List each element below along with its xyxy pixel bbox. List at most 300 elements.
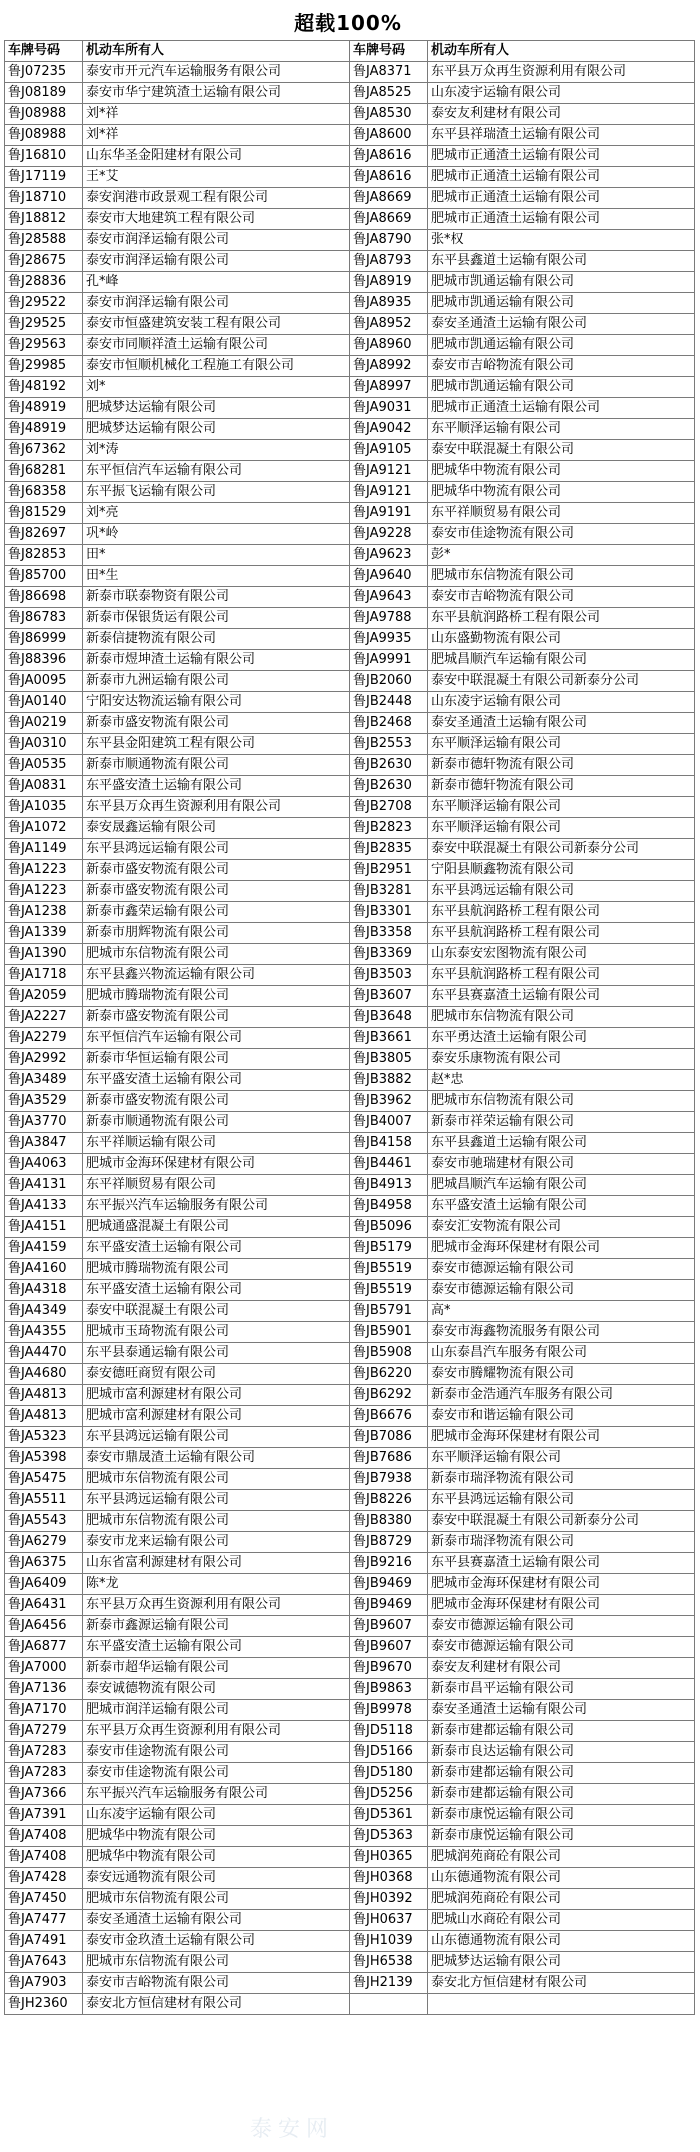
owner-name-cell: 宁阳县顺鑫物流有限公司 bbox=[428, 860, 695, 881]
table-row bbox=[5, 860, 695, 881]
owner-name-cell: 肥城市金海环保建材有限公司 bbox=[83, 1154, 350, 1175]
table-row bbox=[5, 146, 695, 167]
owner-name-cell: 泰安市德源运输有限公司 bbox=[428, 1280, 695, 1301]
owner-name-cell: 肥城市玉琦物流有限公司 bbox=[83, 1322, 350, 1343]
table-row bbox=[5, 1910, 695, 1931]
plate-number-cell: 鲁J82853 bbox=[5, 545, 83, 566]
owner-name-cell: 山东德通物流有限公司 bbox=[428, 1931, 695, 1952]
header-plate-right: 车牌号码 bbox=[350, 41, 428, 62]
owner-name-cell: 新泰市康悦运输有限公司 bbox=[428, 1826, 695, 1847]
table-row bbox=[5, 1868, 695, 1889]
plate-number-cell: 鲁JH6538 bbox=[350, 1952, 428, 1973]
plate-number-cell: 鲁JA1035 bbox=[5, 797, 83, 818]
plate-number-cell: 鲁JA2279 bbox=[5, 1028, 83, 1049]
plate-number-cell: 鲁JB6292 bbox=[350, 1385, 428, 1406]
table-row bbox=[5, 692, 695, 713]
table-row bbox=[5, 293, 695, 314]
plate-number-cell: 鲁JD5180 bbox=[350, 1763, 428, 1784]
plate-number-cell: 鲁JB5901 bbox=[350, 1322, 428, 1343]
owner-name-cell: 东平盛安渣土运输有限公司 bbox=[83, 1637, 350, 1658]
plate-number-cell: 鲁JA9228 bbox=[350, 524, 428, 545]
plate-number-cell: 鲁J28675 bbox=[5, 251, 83, 272]
owner-name-cell: 高* bbox=[428, 1301, 695, 1322]
owner-name-cell: 孔*峰 bbox=[83, 272, 350, 293]
plate-number-cell: 鲁JB3369 bbox=[350, 944, 428, 965]
owner-name-cell: 东平顺泽运输有限公司 bbox=[428, 1448, 695, 1469]
plate-number-cell: 鲁JA8793 bbox=[350, 251, 428, 272]
plate-number-cell: 鲁JB2951 bbox=[350, 860, 428, 881]
owner-name-cell: 泰安市佳途物流有限公司 bbox=[83, 1742, 350, 1763]
plate-number-cell: 鲁JB9670 bbox=[350, 1658, 428, 1679]
owner-name-cell: 东平县万众再生资源利用有限公司 bbox=[83, 1721, 350, 1742]
plate-number-cell: 鲁JA8616 bbox=[350, 167, 428, 188]
plate-number-cell: 鲁JB5519 bbox=[350, 1280, 428, 1301]
owner-name-cell: 刘*祥 bbox=[83, 125, 350, 146]
plate-number-cell: 鲁JA1223 bbox=[5, 860, 83, 881]
owner-name-cell: 泰安市佳途物流有限公司 bbox=[428, 524, 695, 545]
table-row bbox=[5, 1007, 695, 1028]
table-row bbox=[5, 1490, 695, 1511]
plate-number-cell: 鲁JA5323 bbox=[5, 1427, 83, 1448]
plate-number-cell: 鲁JB9469 bbox=[350, 1574, 428, 1595]
owner-name-cell: 新泰市德轩物流有限公司 bbox=[428, 755, 695, 776]
plate-number-cell: 鲁JA4131 bbox=[5, 1175, 83, 1196]
owner-name-cell: 东平县鸿远运输有限公司 bbox=[83, 1427, 350, 1448]
plate-number-cell: 鲁J29522 bbox=[5, 293, 83, 314]
owner-name-cell: 肥城市东信物流有限公司 bbox=[83, 1889, 350, 1910]
owner-name-cell: 新泰市盛安物流有限公司 bbox=[83, 713, 350, 734]
owner-name-cell: 东平祥顺贸易有限公司 bbox=[428, 503, 695, 524]
owner-name-cell: 肥城润苑商砼有限公司 bbox=[428, 1847, 695, 1868]
table-row bbox=[5, 1049, 695, 1070]
table-row bbox=[5, 1553, 695, 1574]
table-row bbox=[5, 167, 695, 188]
header-plate-left: 车牌号码 bbox=[5, 41, 83, 62]
overload-vehicle-table bbox=[4, 40, 695, 2015]
plate-number-cell: 鲁JB2060 bbox=[350, 671, 428, 692]
owner-name-cell: 东平县万众再生资源利用有限公司 bbox=[83, 1595, 350, 1616]
table-row bbox=[5, 1805, 695, 1826]
owner-name-cell: 肥城市润洋运输有限公司 bbox=[83, 1700, 350, 1721]
owner-name-cell: 肥城市东信物流有限公司 bbox=[83, 944, 350, 965]
table-row bbox=[5, 1994, 695, 2015]
plate-number-cell: 鲁JA4318 bbox=[5, 1280, 83, 1301]
table-row bbox=[5, 587, 695, 608]
plate-number-cell: 鲁JB9863 bbox=[350, 1679, 428, 1700]
plate-number-cell: 鲁JH0365 bbox=[350, 1847, 428, 1868]
owner-name-cell: 山东泰昌汽车服务有限公司 bbox=[428, 1343, 695, 1364]
plate-number-cell: 鲁JA4160 bbox=[5, 1259, 83, 1280]
plate-number-cell: 鲁JA7170 bbox=[5, 1700, 83, 1721]
owner-name-cell: 泰安圣通渣土运输有限公司 bbox=[83, 1910, 350, 1931]
plate-number-cell: 鲁JB2835 bbox=[350, 839, 428, 860]
owner-name-cell: 泰安汇安物流有限公司 bbox=[428, 1217, 695, 1238]
table-row bbox=[5, 986, 695, 1007]
owner-name-cell: 肥城市正通渣土运输有限公司 bbox=[428, 188, 695, 209]
plate-number-cell: 鲁JA8952 bbox=[350, 314, 428, 335]
owner-name-cell: 泰安市华宁建筑渣土运输有限公司 bbox=[83, 83, 350, 104]
table-row bbox=[5, 83, 695, 104]
plate-number-cell: 鲁JB3661 bbox=[350, 1028, 428, 1049]
owner-name-cell: 东平勇达渣土运输有限公司 bbox=[428, 1028, 695, 1049]
plate-number-cell: 鲁J48192 bbox=[5, 377, 83, 398]
plate-number-cell: 鲁JA1339 bbox=[5, 923, 83, 944]
plate-number-cell: 鲁JB2468 bbox=[350, 713, 428, 734]
plate-number-cell: 鲁JA9042 bbox=[350, 419, 428, 440]
owner-name-cell: 赵*忠 bbox=[428, 1070, 695, 1091]
plate-number-cell: 鲁JA0831 bbox=[5, 776, 83, 797]
plate-number-cell: 鲁JA3847 bbox=[5, 1133, 83, 1154]
owner-name-cell: 东平县航润路桥工程有限公司 bbox=[428, 608, 695, 629]
table-row bbox=[5, 1427, 695, 1448]
table-row bbox=[5, 608, 695, 629]
owner-name-cell: 肥城市正通渣土运输有限公司 bbox=[428, 146, 695, 167]
owner-name-cell: 东平恒信汽车运输有限公司 bbox=[83, 1028, 350, 1049]
table-row bbox=[5, 314, 695, 335]
owner-name-cell: 泰安市润泽运输有限公司 bbox=[83, 251, 350, 272]
owner-name-cell: 泰安中联混凝土有限公司新泰分公司 bbox=[428, 1511, 695, 1532]
table-row bbox=[5, 188, 695, 209]
owner-name-cell: 泰安圣通渣土运输有限公司 bbox=[428, 713, 695, 734]
plate-number-cell: 鲁JA6431 bbox=[5, 1595, 83, 1616]
owner-name-cell: 山东凌宇运输有限公司 bbox=[428, 83, 695, 104]
owner-name-cell: 新泰市联泰物资有限公司 bbox=[83, 587, 350, 608]
table-row bbox=[5, 1679, 695, 1700]
owner-name-cell: 刘*涛 bbox=[83, 440, 350, 461]
plate-number-cell: 鲁JA9788 bbox=[350, 608, 428, 629]
plate-number-cell: 鲁JA9121 bbox=[350, 482, 428, 503]
owner-name-cell: 泰安北方恒信建材有限公司 bbox=[83, 1994, 350, 2015]
table-row bbox=[5, 734, 695, 755]
plate-number-cell: 鲁JA2227 bbox=[5, 1007, 83, 1028]
plate-number-cell: 鲁JB6676 bbox=[350, 1406, 428, 1427]
plate-number-cell: 鲁JD5361 bbox=[350, 1805, 428, 1826]
owner-name-cell: 东平顺泽运输有限公司 bbox=[428, 797, 695, 818]
plate-number-cell: 鲁JB2823 bbox=[350, 818, 428, 839]
owner-name-cell: 泰安乐康物流有限公司 bbox=[428, 1049, 695, 1070]
owner-name-cell: 肥城市金海环保建材有限公司 bbox=[428, 1595, 695, 1616]
owner-name-cell: 新泰市顺通物流有限公司 bbox=[83, 755, 350, 776]
owner-name-cell: 新泰市盛安物流有限公司 bbox=[83, 1091, 350, 1112]
owner-name-cell: 肥城市腾瑞物流有限公司 bbox=[83, 986, 350, 1007]
plate-number-cell: 鲁JB2448 bbox=[350, 692, 428, 713]
owner-name-cell: 东平顺泽运输有限公司 bbox=[428, 419, 695, 440]
plate-number-cell: 鲁JA5398 bbox=[5, 1448, 83, 1469]
table-row bbox=[5, 713, 695, 734]
owner-name-cell: 东平顺泽运输有限公司 bbox=[428, 818, 695, 839]
owner-name-cell: 东平县航润路桥工程有限公司 bbox=[428, 965, 695, 986]
owner-name-cell: 泰安市大地建筑工程有限公司 bbox=[83, 209, 350, 230]
owner-name-cell: 东平盛安渣土运输有限公司 bbox=[83, 776, 350, 797]
plate-number-cell: 鲁JD5256 bbox=[350, 1784, 428, 1805]
owner-name-cell: 东平县鑫道土运输有限公司 bbox=[428, 251, 695, 272]
plate-number-cell: 鲁JA4680 bbox=[5, 1364, 83, 1385]
plate-number-cell: 鲁JD5118 bbox=[350, 1721, 428, 1742]
plate-number-cell: 鲁JB3301 bbox=[350, 902, 428, 923]
plate-number-cell: 鲁JA9991 bbox=[350, 650, 428, 671]
table-row bbox=[5, 125, 695, 146]
owner-name-cell: 东平县泰通运输有限公司 bbox=[83, 1343, 350, 1364]
plate-number-cell: 鲁JA3529 bbox=[5, 1091, 83, 1112]
owner-name-cell: 新泰市鑫源运输有限公司 bbox=[83, 1616, 350, 1637]
plate-number-cell: 鲁JA4133 bbox=[5, 1196, 83, 1217]
owner-name-cell: 泰安友利建材有限公司 bbox=[428, 104, 695, 125]
plate-number-cell: 鲁JB3358 bbox=[350, 923, 428, 944]
plate-number-cell: 鲁JB5519 bbox=[350, 1259, 428, 1280]
plate-number-cell: 鲁JA1238 bbox=[5, 902, 83, 923]
owner-name-cell: 新泰市华恒运输有限公司 bbox=[83, 1049, 350, 1070]
owner-name-cell: 泰安市润泽运输有限公司 bbox=[83, 293, 350, 314]
owner-name-cell: 肥城昌顺汽车运输有限公司 bbox=[428, 650, 695, 671]
table-row bbox=[5, 62, 695, 83]
plate-number-cell: 鲁J68281 bbox=[5, 461, 83, 482]
plate-number-cell: 鲁JA7279 bbox=[5, 1721, 83, 1742]
owner-name-cell: 新泰市顺通物流有限公司 bbox=[83, 1112, 350, 1133]
plate-number-cell: 鲁JB5096 bbox=[350, 1217, 428, 1238]
table-row bbox=[5, 377, 695, 398]
plate-number-cell: 鲁JB3648 bbox=[350, 1007, 428, 1028]
table-row bbox=[5, 1364, 695, 1385]
table-row bbox=[5, 1511, 695, 1532]
plate-number-cell: 鲁JB5908 bbox=[350, 1343, 428, 1364]
owner-name-cell: 东平县航润路桥工程有限公司 bbox=[428, 923, 695, 944]
owner-name-cell: 肥城市金海环保建材有限公司 bbox=[428, 1238, 695, 1259]
owner-name-cell: 肥城市东信物流有限公司 bbox=[83, 1511, 350, 1532]
plate-number-cell: 鲁JA0219 bbox=[5, 713, 83, 734]
owner-name-cell: 张*权 bbox=[428, 230, 695, 251]
owner-name-cell: 泰安市恒盛建筑安装工程有限公司 bbox=[83, 314, 350, 335]
plate-number-cell: 鲁J86783 bbox=[5, 608, 83, 629]
table-row bbox=[5, 1700, 695, 1721]
owner-name-cell: 东平恒信汽车运输有限公司 bbox=[83, 461, 350, 482]
table-row bbox=[5, 1721, 695, 1742]
table-row bbox=[5, 1742, 695, 1763]
owner-name-cell: 肥城市富利源建材有限公司 bbox=[83, 1406, 350, 1427]
owner-name-cell: 泰安诚德物流有限公司 bbox=[83, 1679, 350, 1700]
plate-number-cell: 鲁J81529 bbox=[5, 503, 83, 524]
table-row bbox=[5, 1532, 695, 1553]
owner-name-cell: 肥城华中物流有限公司 bbox=[83, 1826, 350, 1847]
plate-number-cell: 鲁JB3281 bbox=[350, 881, 428, 902]
owner-name-cell: 东平县鸿远运输有限公司 bbox=[83, 839, 350, 860]
header-owner-right: 机动车所有人 bbox=[428, 41, 695, 62]
owner-name-cell: 新泰市保银货运有限公司 bbox=[83, 608, 350, 629]
table-row bbox=[5, 1028, 695, 1049]
table-row bbox=[5, 545, 695, 566]
plate-number-cell: 鲁JA7643 bbox=[5, 1952, 83, 1973]
owner-name-cell: 陈*龙 bbox=[83, 1574, 350, 1595]
table-row bbox=[5, 1574, 695, 1595]
plate-number-cell: 鲁J29985 bbox=[5, 356, 83, 377]
owner-name-cell: 肥城市凯通运输有限公司 bbox=[428, 293, 695, 314]
owner-name-cell: 东平县赛嘉渣土运输有限公司 bbox=[428, 1553, 695, 1574]
table-row bbox=[5, 1595, 695, 1616]
plate-number-cell: 鲁JA9935 bbox=[350, 629, 428, 650]
plate-number-cell: 鲁JB2630 bbox=[350, 776, 428, 797]
owner-name-cell: 泰安中联混凝土有限公司新泰分公司 bbox=[428, 839, 695, 860]
owner-name-cell: 泰安中联混凝土有限公司新泰分公司 bbox=[428, 671, 695, 692]
table-row bbox=[5, 1343, 695, 1364]
plate-number-cell: 鲁JB2553 bbox=[350, 734, 428, 755]
plate-number-cell: 鲁J18710 bbox=[5, 188, 83, 209]
plate-number-cell: 鲁JB6220 bbox=[350, 1364, 428, 1385]
owner-name-cell: 山东凌宇运输有限公司 bbox=[83, 1805, 350, 1826]
table-row bbox=[5, 944, 695, 965]
owner-name-cell: 王*艾 bbox=[83, 167, 350, 188]
owner-name-cell: 东平祥顺贸易有限公司 bbox=[83, 1175, 350, 1196]
owner-name-cell: 泰安市吉峪物流有限公司 bbox=[83, 1973, 350, 1994]
plate-number-cell: 鲁JB9469 bbox=[350, 1595, 428, 1616]
table-row bbox=[5, 335, 695, 356]
plate-number-cell: 鲁JA4063 bbox=[5, 1154, 83, 1175]
owner-name-cell: 泰安市鼎晟渣土运输有限公司 bbox=[83, 1448, 350, 1469]
plate-number-cell: 鲁JB3607 bbox=[350, 986, 428, 1007]
table-row bbox=[5, 1406, 695, 1427]
table-row bbox=[5, 671, 695, 692]
plate-number-cell: 鲁JD5363 bbox=[350, 1826, 428, 1847]
owner-name-cell: 新泰信捷物流有限公司 bbox=[83, 629, 350, 650]
plate-number-cell: 鲁JA8997 bbox=[350, 377, 428, 398]
table-row bbox=[5, 1658, 695, 1679]
plate-number-cell: 鲁JA3489 bbox=[5, 1070, 83, 1091]
owner-name-cell: 东平县万众再生资源利用有限公司 bbox=[83, 797, 350, 818]
owner-name-cell: 肥城梦达运输有限公司 bbox=[83, 419, 350, 440]
owner-name-cell: 肥城润苑商砼有限公司 bbox=[428, 1889, 695, 1910]
table-row bbox=[5, 1238, 695, 1259]
owner-name-cell: 山东省富利源建材有限公司 bbox=[83, 1553, 350, 1574]
plate-number-cell: 鲁JA2059 bbox=[5, 986, 83, 1007]
plate-number-cell: 鲁JA1072 bbox=[5, 818, 83, 839]
table-row bbox=[5, 1469, 695, 1490]
table-row bbox=[5, 272, 695, 293]
plate-number-cell: 鲁J29563 bbox=[5, 335, 83, 356]
plate-number-cell: 鲁JA0310 bbox=[5, 734, 83, 755]
table-row bbox=[5, 503, 695, 524]
owner-name-cell: 东平县航润路桥工程有限公司 bbox=[428, 902, 695, 923]
owner-name-cell: 泰安市开元汽车运输服务有限公司 bbox=[83, 62, 350, 83]
plate-number-cell: 鲁JB2708 bbox=[350, 797, 428, 818]
owner-name-cell: 泰安市润泽运输有限公司 bbox=[83, 230, 350, 251]
owner-name-cell: 泰安德旺商贸有限公司 bbox=[83, 1364, 350, 1385]
owner-name-cell: 泰安中联混凝土有限公司 bbox=[428, 440, 695, 461]
table-row bbox=[5, 881, 695, 902]
plate-number-cell: 鲁JB8380 bbox=[350, 1511, 428, 1532]
owner-name-cell: 肥城梦达运输有限公司 bbox=[83, 398, 350, 419]
table-row bbox=[5, 1637, 695, 1658]
plate-number-cell: 鲁JA8616 bbox=[350, 146, 428, 167]
plate-number-cell: 鲁JB9607 bbox=[350, 1616, 428, 1637]
plate-number-cell: 鲁JB3503 bbox=[350, 965, 428, 986]
table-row bbox=[5, 839, 695, 860]
plate-number-cell: 鲁JA9105 bbox=[350, 440, 428, 461]
plate-number-cell: 鲁JA8960 bbox=[350, 335, 428, 356]
owner-name-cell: 泰安市德源运输有限公司 bbox=[428, 1637, 695, 1658]
plate-number-cell: 鲁J88396 bbox=[5, 650, 83, 671]
plate-number-cell: 鲁JB3882 bbox=[350, 1070, 428, 1091]
plate-number-cell: 鲁JA3770 bbox=[5, 1112, 83, 1133]
plate-number-cell: 鲁JA4159 bbox=[5, 1238, 83, 1259]
plate-number-cell: 鲁J67362 bbox=[5, 440, 83, 461]
plate-number-cell: 鲁JB9216 bbox=[350, 1553, 428, 1574]
owner-name-cell: 肥城华中物流有限公司 bbox=[428, 461, 695, 482]
owner-name-cell: 泰安市佳途物流有限公司 bbox=[83, 1763, 350, 1784]
owner-name-cell: 东平县赛嘉渣土运输有限公司 bbox=[428, 986, 695, 1007]
plate-number-cell: 鲁JB9978 bbox=[350, 1700, 428, 1721]
table-row bbox=[5, 230, 695, 251]
owner-name-cell: 山东泰安宏图物流有限公司 bbox=[428, 944, 695, 965]
owner-name-cell: 肥城市东信物流有限公司 bbox=[83, 1469, 350, 1490]
watermark-logo: 泰安网 bbox=[250, 2117, 335, 2142]
owner-name-cell: 肥城市凯通运输有限公司 bbox=[428, 377, 695, 398]
owner-name-cell: 泰安市德源运输有限公司 bbox=[428, 1616, 695, 1637]
owner-name-cell: 东平盛安渣土运输有限公司 bbox=[428, 1196, 695, 1217]
plate-number-cell: 鲁JA9121 bbox=[350, 461, 428, 482]
plate-number-cell: 鲁JB9607 bbox=[350, 1637, 428, 1658]
plate-number-cell: 鲁JA7477 bbox=[5, 1910, 83, 1931]
owner-name-cell: 新泰市昌平运输有限公司 bbox=[428, 1679, 695, 1700]
plate-number-cell: 鲁JA2992 bbox=[5, 1049, 83, 1070]
plate-number-cell: 鲁JA5543 bbox=[5, 1511, 83, 1532]
plate-number-cell: 鲁JA7283 bbox=[5, 1742, 83, 1763]
owner-name-cell: 新泰市瑞泽物流有限公司 bbox=[428, 1532, 695, 1553]
plate-number-cell: 鲁JA8530 bbox=[350, 104, 428, 125]
owner-name-cell: 刘*祥 bbox=[83, 104, 350, 125]
owner-name-cell: 新泰市建都运输有限公司 bbox=[428, 1763, 695, 1784]
owner-name-cell: 巩*岭 bbox=[83, 524, 350, 545]
owner-name-cell: 东平县金阳建筑工程有限公司 bbox=[83, 734, 350, 755]
owner-name-cell: 新泰市煜坤渣土运输有限公司 bbox=[83, 650, 350, 671]
table-row bbox=[5, 629, 695, 650]
header-owner-left: 机动车所有人 bbox=[83, 41, 350, 62]
owner-name-cell: 新泰市康悦运输有限公司 bbox=[428, 1805, 695, 1826]
plate-number-cell: 鲁JB5791 bbox=[350, 1301, 428, 1322]
plate-number-cell: 鲁JA8935 bbox=[350, 293, 428, 314]
table-row bbox=[5, 1931, 695, 1952]
owner-name-cell: 肥城市正通渣土运输有限公司 bbox=[428, 167, 695, 188]
owner-name-cell: 新泰市建都运输有限公司 bbox=[428, 1721, 695, 1742]
owner-name-cell: 东平顺泽运输有限公司 bbox=[428, 734, 695, 755]
plate-number-cell: 鲁JA8371 bbox=[350, 62, 428, 83]
owner-name-cell: 泰安北方恒信建材有限公司 bbox=[428, 1973, 695, 1994]
table-row bbox=[5, 251, 695, 272]
table-row bbox=[5, 818, 695, 839]
plate-number-cell: 鲁JB7086 bbox=[350, 1427, 428, 1448]
plate-number-cell: 鲁J86999 bbox=[5, 629, 83, 650]
owner-name-cell: 泰安市驰瑞建材有限公司 bbox=[428, 1154, 695, 1175]
plate-number-cell: 鲁J85700 bbox=[5, 566, 83, 587]
owner-name-cell: 泰安友利建材有限公司 bbox=[428, 1658, 695, 1679]
owner-name-cell: 东平振飞运输有限公司 bbox=[83, 482, 350, 503]
plate-number-cell: 鲁JA7428 bbox=[5, 1868, 83, 1889]
owner-name-cell: 田*生 bbox=[83, 566, 350, 587]
table-header-row bbox=[5, 41, 695, 62]
plate-number-cell: 鲁JA7408 bbox=[5, 1847, 83, 1868]
plate-number-cell: 鲁JA6456 bbox=[5, 1616, 83, 1637]
owner-name-cell: 肥城市东信物流有限公司 bbox=[83, 1952, 350, 1973]
table-row bbox=[5, 104, 695, 125]
owner-name-cell: 泰安市恒顺机械化工程施工有限公司 bbox=[83, 356, 350, 377]
owner-name-cell: 泰安市龙来运输有限公司 bbox=[83, 1532, 350, 1553]
owner-name-cell: 山东华圣金阳建材有限公司 bbox=[83, 146, 350, 167]
table-row bbox=[5, 1889, 695, 1910]
owner-name-cell: 东平振兴汽车运输服务有限公司 bbox=[83, 1196, 350, 1217]
plate-number-cell: 鲁JA4813 bbox=[5, 1385, 83, 1406]
owner-name-cell bbox=[428, 1994, 695, 2015]
plate-number-cell: 鲁JA7408 bbox=[5, 1826, 83, 1847]
owner-name-cell: 新泰市瑞泽物流有限公司 bbox=[428, 1469, 695, 1490]
owner-name-cell: 新泰市建都运输有限公司 bbox=[428, 1784, 695, 1805]
table-row bbox=[5, 1973, 695, 1994]
